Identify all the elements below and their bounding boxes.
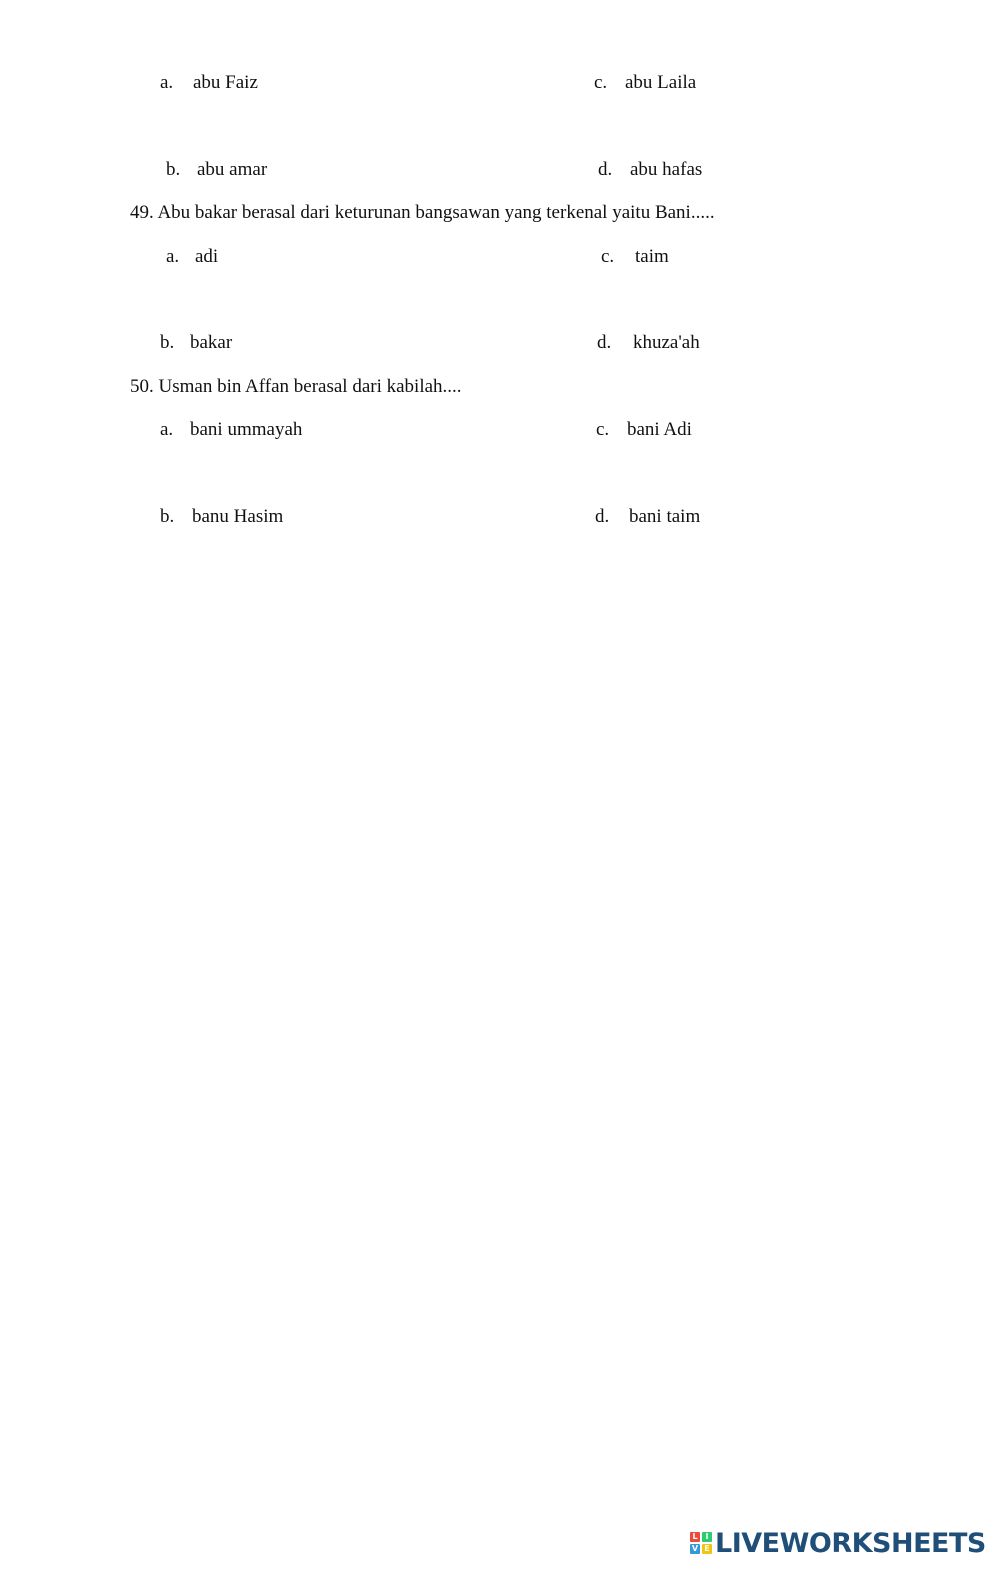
logo-mark-letter: I	[702, 1532, 712, 1542]
option-text: bakar	[190, 332, 233, 353]
q49-option-a[interactable]	[166, 246, 218, 268]
option-text: banu Hasim	[192, 506, 284, 527]
q48-option-b[interactable]	[166, 159, 267, 181]
option-text: bani ummayah	[190, 419, 303, 440]
q49-option-c[interactable]	[601, 246, 669, 268]
option-text: khuza'ah	[633, 332, 700, 353]
logo-mark-letter: E	[702, 1544, 712, 1554]
option-letter: d.	[595, 506, 610, 527]
question-text: Abu bakar berasal dari keturunan bangsawan yang terkenal yaitu Bani.....	[157, 202, 715, 223]
liveworksheets-logo	[690, 1527, 986, 1559]
question-text: Usman bin Affan berasal dari kabilah....	[158, 376, 462, 397]
option-letter: d.	[597, 332, 612, 353]
option-text: bani Adi	[627, 419, 692, 440]
q50-option-d[interactable]	[595, 506, 700, 528]
option-letter: c.	[594, 72, 608, 93]
option-letter: b.	[166, 159, 181, 180]
option-letter: c.	[596, 419, 610, 440]
option-text: bani taim	[629, 506, 701, 527]
option-text: taim	[635, 246, 669, 267]
option-text: abu hafas	[630, 159, 703, 180]
option-letter: b.	[160, 506, 175, 527]
question-50	[130, 376, 462, 398]
q50-option-a[interactable]	[160, 419, 302, 441]
question-number: 49.	[130, 202, 154, 223]
q50-option-c[interactable]	[596, 419, 692, 441]
option-letter: a.	[160, 72, 174, 93]
option-text: adi	[195, 246, 219, 267]
q49-option-d[interactable]	[597, 332, 700, 354]
option-text: abu Laila	[625, 72, 697, 93]
option-letter: c.	[601, 246, 615, 267]
logo-text: LIVEWORKSHEETS	[715, 1527, 986, 1559]
option-text: abu Faiz	[193, 72, 258, 93]
question-49	[130, 202, 715, 224]
q50-option-b[interactable]	[160, 506, 283, 528]
logo-mark-icon	[690, 1532, 712, 1554]
question-number: 50.	[130, 376, 154, 397]
q49-option-b[interactable]	[160, 332, 232, 354]
option-letter: d.	[598, 159, 613, 180]
logo-mark-letter: L	[690, 1532, 700, 1542]
q48-option-d[interactable]	[598, 159, 702, 181]
option-text: abu amar	[197, 159, 268, 180]
option-letter: a.	[166, 246, 180, 267]
q48-option-c[interactable]	[594, 72, 696, 94]
option-letter: a.	[160, 419, 174, 440]
logo-mark-letter: V	[691, 1544, 699, 1553]
q48-option-a[interactable]	[160, 72, 258, 94]
option-letter: b.	[160, 332, 175, 353]
